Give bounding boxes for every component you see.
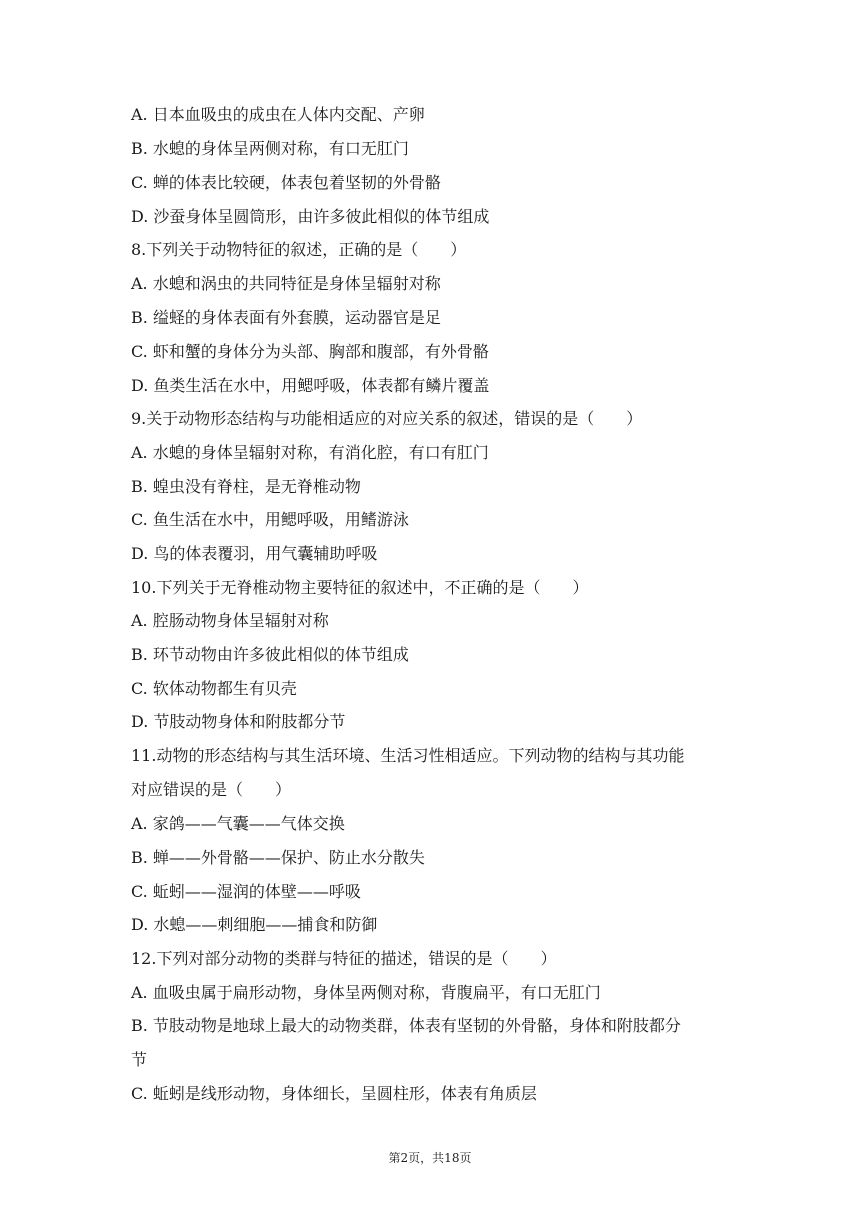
question-stem: 9.关于动物形态结构与功能相适应的对应关系的叙述，错误的是（ ） <box>131 409 643 428</box>
question-stem: 11.动物的形态结构与其生活环境、生活习性相适应。下列动物的结构与其功能 <box>131 746 685 765</box>
text-line: D. 水螅——刺细胞——捕食和防御 <box>131 915 378 934</box>
text-line: B. 蝗虫没有脊柱，是无脊椎动物 <box>131 477 361 496</box>
text-line: B. 蝉——外骨骼——保护、防止水分散失 <box>131 848 425 867</box>
text-line: A. 水螅的身体呈辐射对称，有消化腔，有口有肛门 <box>131 443 489 462</box>
text-line: D. 节肢动物身体和附肢都分节 <box>131 712 346 731</box>
text-line: 对应错误的是（ ） <box>131 780 292 799</box>
text-line: D. 鸟的体表覆羽，用气囊辅助呼吸 <box>131 544 378 563</box>
text-line: C. 软体动物都生有贝壳 <box>131 679 297 698</box>
text-line: A. 腔肠动物身体呈辐射对称 <box>131 611 329 630</box>
page-number-footer: 第2页，共18页 <box>388 1151 472 1165</box>
text-line: C. 虾和蟹的身体分为头部、胸部和腹部，有外骨骼 <box>131 342 489 361</box>
text-line: C. 蚯蚓是线形动物，身体细长，呈圆柱形，体表有角质层 <box>131 1084 537 1103</box>
text-line: B. 缢蛏的身体表面有外套膜，运动器官是足 <box>131 308 441 327</box>
text-line: B. 节肢动物是地球上最大的动物类群，体表有坚韧的外骨骼，身体和附肢都分 <box>131 1016 681 1035</box>
text-line: C. 鱼生活在水中，用鳃呼吸，用鳍游泳 <box>131 510 409 529</box>
text-line: C. 蚯蚓——湿润的体壁——呼吸 <box>131 882 361 901</box>
text-line: 节 <box>131 1050 148 1069</box>
question-stem: 10.下列关于无脊椎动物主要特征的叙述中，不正确的是（ ） <box>131 578 589 597</box>
question-stem: 8.下列关于动物特征的叙述，正确的是（ ） <box>131 240 467 259</box>
text-line: D. 沙蚕身体呈圆筒形，由许多彼此相似的体节组成 <box>131 207 490 226</box>
text-line: B. 环节动物由许多彼此相似的体节组成 <box>131 645 409 664</box>
text-line: A. 家鸽——气囊——气体交换 <box>131 814 345 833</box>
text-line: A. 血吸虫属于扁形动物，身体呈两侧对称，背腹扁平，有口无肛门 <box>131 983 601 1002</box>
text-line: A. 日本血吸虫的成虫在人体内交配、产卵 <box>131 105 425 124</box>
text-line: B. 水螅的身体呈两侧对称，有口无肛门 <box>131 139 409 158</box>
text-line: D. 鱼类生活在水中，用鳃呼吸，体表都有鳞片覆盖 <box>131 376 490 395</box>
text-line: A. 水螅和涡虫的共同特征是身体呈辐射对称 <box>131 274 441 293</box>
question-stem: 12.下列对部分动物的类群与特征的描述，错误的是（ ） <box>131 949 557 968</box>
text-line: C. 蝉的体表比较硬，体表包着坚韧的外骨骼 <box>131 173 441 192</box>
